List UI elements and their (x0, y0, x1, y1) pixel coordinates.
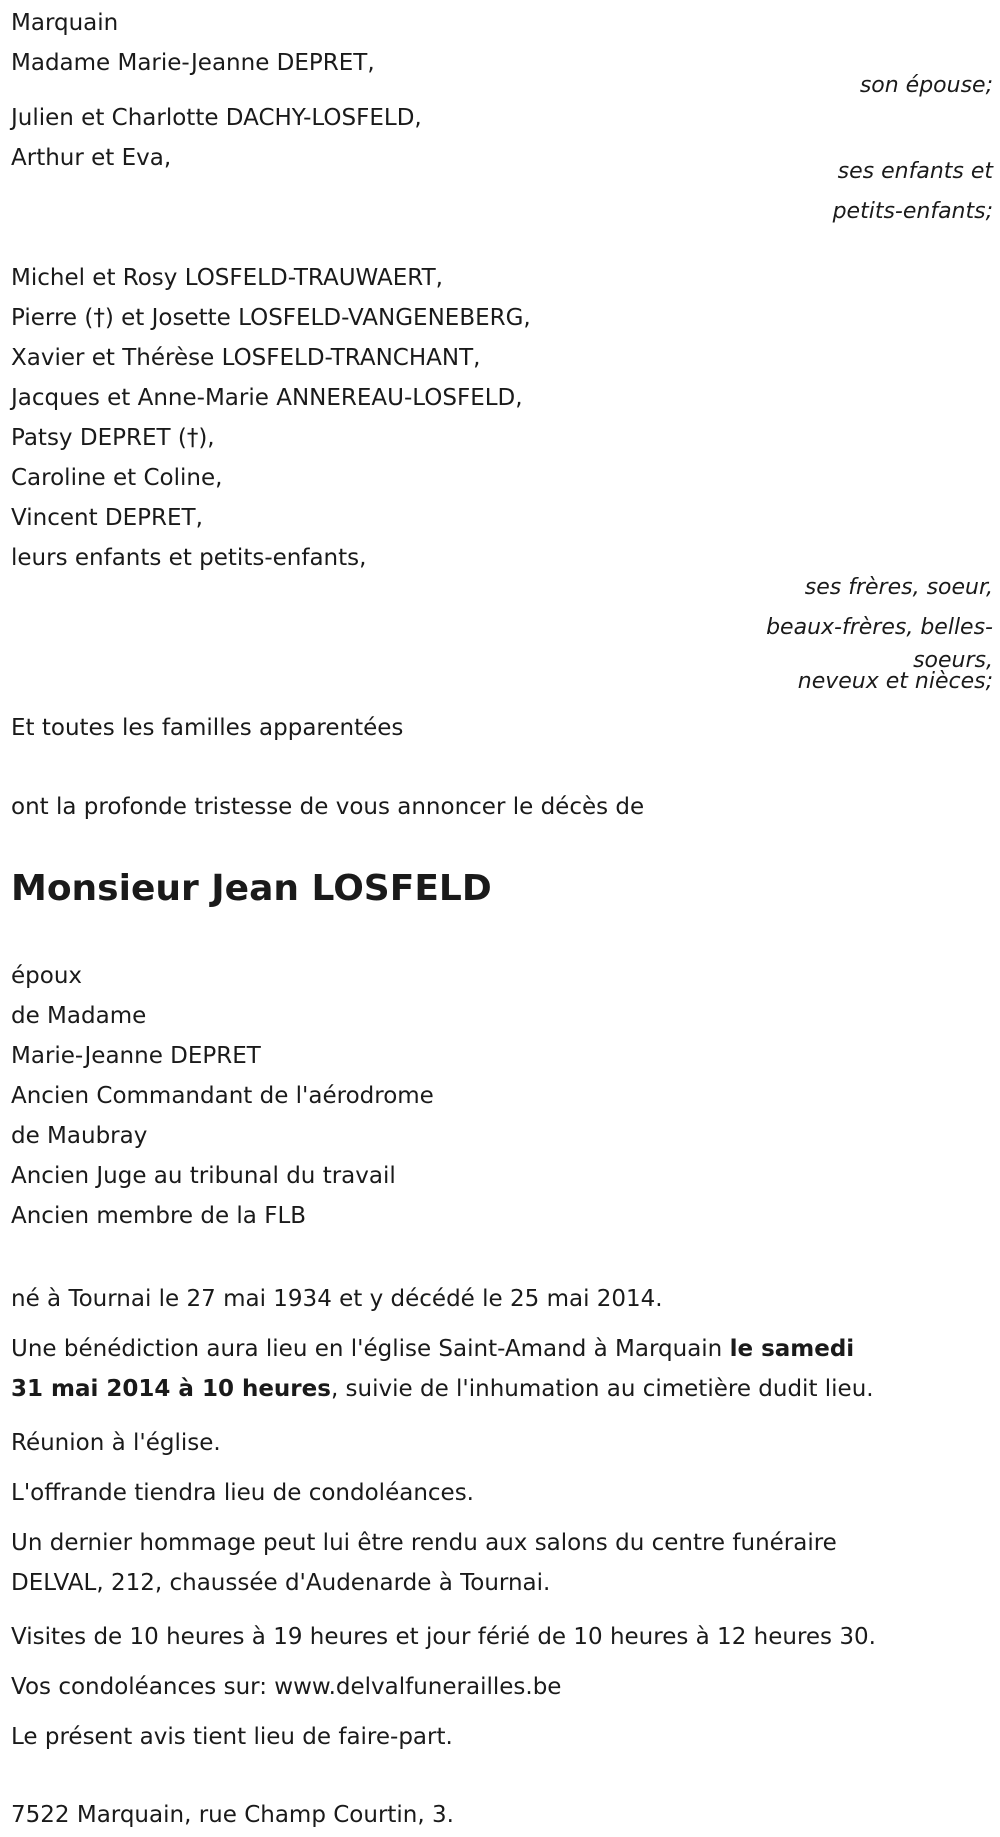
sibling-line: Michel et Rosy LOSFELD-TRAUWAERT, (11, 265, 443, 291)
detail-line: Ancien Juge au tribunal du travail (11, 1163, 396, 1189)
sibling-line: Vincent DEPRET, (11, 505, 203, 531)
detail-line: Ancien membre de la FLB (11, 1203, 307, 1229)
siblings-role (500, 568, 993, 694)
ceremony-date-part1: le samedi (729, 1336, 855, 1362)
children-line: Arthur et Eva, (11, 145, 172, 171)
announcement-text: ont la profonde tristesse de vous annoncer le décès de (11, 794, 645, 820)
offering-text: L'offrande tiendra lieu de condoléances. (11, 1480, 474, 1506)
ceremony-line-2 (11, 1369, 991, 1409)
spouse-name: Madame Marie-Jeanne DEPRET, (11, 50, 375, 76)
born-died-text: né à Tournai le 27 mai 1934 et y décédé le 25 mai 2014. (11, 1286, 663, 1312)
siblings-role-line: ses frères, soeur, (804, 575, 993, 600)
address-text: 7522 Marquain, rue Champ Courtin, 3. (11, 1802, 454, 1828)
detail-line: époux (11, 963, 83, 989)
tribute-line: DELVAL, 212, chaussée d'Audenarde à Tournai. (11, 1570, 551, 1596)
tribute-line: Un dernier hommage peut lui être rendu aux salons du centre funéraire (11, 1530, 837, 1556)
tribute-text (11, 1523, 991, 1603)
detail-line: Marie-Jeanne DEPRET (11, 1043, 261, 1069)
detail-line: Ancien Commandant de l'aérodrome (11, 1083, 434, 1109)
children-role-line: ses enfants et (837, 159, 993, 184)
meeting-text: Réunion à l'église. (11, 1430, 221, 1456)
detail-line: de Madame (11, 1003, 147, 1029)
sibling-line: leurs enfants et petits-enfants, (11, 545, 367, 571)
detail-line: de Maubray (11, 1123, 148, 1149)
children-role (500, 152, 993, 232)
deceased-name: Monsieur Jean LOSFELD (11, 868, 492, 909)
sibling-line: Caroline et Coline, (11, 465, 223, 491)
condolences-text: Vos condoléances sur: www.delvalfunerailles.be (11, 1674, 562, 1700)
spouse-role-text: son épouse; (859, 73, 993, 98)
sibling-line: Pierre (†) et Josette LOSFELD-VANGENEBERG, (11, 305, 531, 331)
sibling-line: Patsy DEPRET (†), (11, 425, 215, 451)
ceremony-line-1 (11, 1329, 991, 1369)
siblings-role-line: soeurs, (913, 648, 993, 673)
sibling-line: Jacques et Anne-Marie ANNEREAU-LOSFELD, (11, 385, 523, 411)
siblings-role-line: beaux-frères, belles- (766, 615, 993, 640)
families-text: Et toutes les familles apparentées (11, 715, 404, 741)
ceremony-before: Une bénédiction aura lieu en l'église Saint-Amand à Marquain (11, 1336, 730, 1362)
ceremony-text (11, 1329, 991, 1409)
children-line: Julien et Charlotte DACHY-LOSFELD, (11, 105, 422, 131)
deceased-details (11, 956, 991, 1236)
place-heading: Marquain (11, 10, 119, 36)
visits-text: Visites de 10 heures à 19 heures et jour férié de 10 heures à 12 heures 30. (11, 1624, 876, 1650)
sibling-line: Xavier et Thérèse LOSFELD-TRANCHANT, (11, 345, 481, 371)
notice-text: Le présent avis tient lieu de faire-part. (11, 1724, 453, 1750)
siblings-role-line: neveux et nièces; (797, 669, 993, 694)
siblings-list (11, 258, 991, 578)
ceremony-date-part2: 31 mai 2014 à 10 heures (11, 1376, 331, 1402)
children-role-line: petits-enfants; (832, 199, 993, 224)
ceremony-after: , suivie de l'inhumation au cimetière dudit lieu. (330, 1376, 874, 1402)
